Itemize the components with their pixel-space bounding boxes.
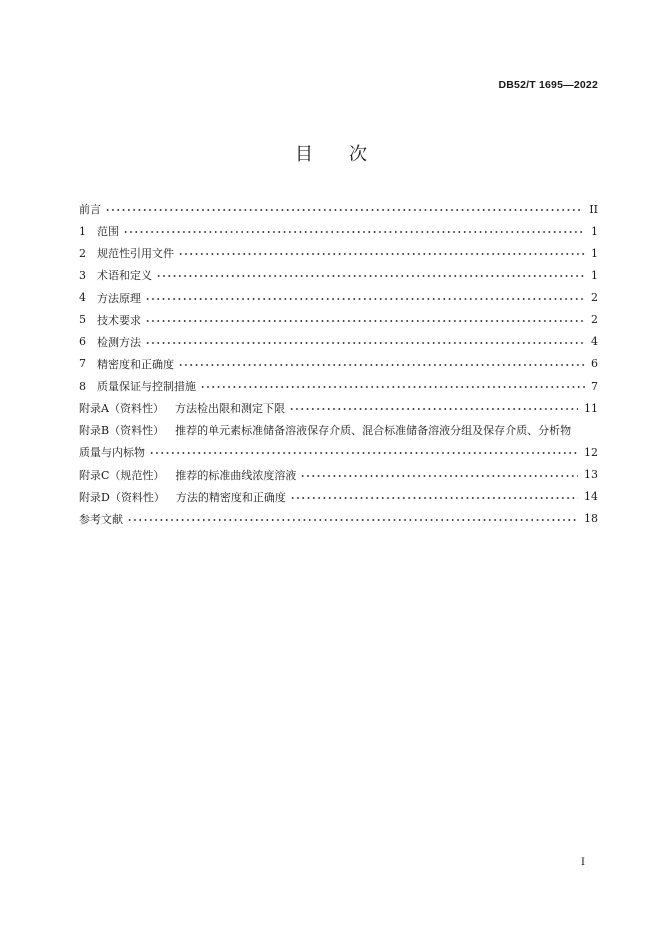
toc-entry[interactable] [79, 486, 598, 508]
document-code: DB52/T 1695—2022 [498, 79, 598, 91]
toc-entry-title: 规范性引用文件 [97, 247, 174, 261]
toc-entry[interactable] [79, 198, 598, 220]
toc-entry-title: 术语和定义 [97, 269, 152, 283]
toc-entry-title: 方法检出限和测定下限 [174, 402, 285, 416]
toc-entry-page: 11 [584, 401, 598, 415]
toc-entry-number: 附录C（规范性） [79, 468, 165, 482]
page-title: 目 次 [295, 144, 367, 165]
toc-entry-number: 5 [79, 313, 86, 327]
toc-entry-page: 2 [591, 313, 598, 327]
toc-entry[interactable] [79, 309, 598, 331]
toc-entry[interactable] [79, 220, 598, 242]
toc-entry-title: 精密度和正确度 [97, 357, 174, 371]
toc-dot-leader [156, 273, 585, 279]
toc-entry[interactable] [79, 264, 598, 286]
toc-entry-page: 18 [584, 512, 598, 526]
toc-entry[interactable] [79, 242, 598, 264]
toc-entry-title-continuation: 质量与内标物 [79, 446, 145, 460]
toc-entry-page: 6 [591, 357, 598, 371]
toc-dot-leader [123, 229, 585, 235]
toc-entry-page: 1 [591, 224, 598, 238]
toc-entry-title: 范围 [97, 225, 119, 239]
toc-entry-number: 2 [79, 246, 86, 260]
toc-entry-page: 2 [591, 291, 598, 305]
toc-entry-number: 1 [79, 224, 86, 238]
toc-entry-continuation[interactable] [79, 441, 598, 463]
toc-entry[interactable] [79, 397, 598, 419]
toc-entry-number: 附录A（资料性） [79, 402, 164, 416]
toc-entry[interactable] [79, 353, 598, 375]
toc-dot-leader [105, 207, 583, 213]
toc-entry-title: 前言 [79, 203, 101, 217]
toc-entry-page: 12 [584, 445, 598, 459]
toc-entry[interactable] [79, 508, 598, 530]
toc-entry-title: 技术要求 [97, 313, 141, 327]
toc-entry-number: 附录B（资料性） [79, 424, 165, 438]
toc-entry-number: 7 [79, 357, 86, 371]
toc-entry-page: 14 [584, 490, 598, 504]
toc-entry-page: 1 [591, 246, 598, 260]
toc-entry-title: 推荐的标准曲线浓度溶液 [175, 468, 297, 482]
toc-entry[interactable] [79, 375, 598, 397]
toc-entry-number: 8 [79, 379, 86, 393]
toc-entry-title: 参考文献 [79, 512, 123, 526]
toc-dot-leader [149, 450, 578, 456]
toc-entry-title: 质量保证与控制措施 [97, 380, 196, 394]
toc-dot-leader [145, 318, 585, 324]
toc-entry[interactable] [79, 419, 598, 441]
toc-entry-page: 7 [591, 379, 598, 393]
toc-dot-leader [289, 406, 578, 412]
toc-dot-leader [178, 251, 585, 257]
toc-dot-leader [290, 495, 578, 501]
toc-entry-page: 1 [591, 268, 598, 282]
toc-dot-leader [200, 384, 585, 390]
table-of-contents [79, 198, 598, 530]
toc-entry[interactable] [79, 331, 598, 353]
toc-dot-leader [145, 296, 585, 302]
toc-entry-number: 附录D（资料性） [79, 490, 165, 504]
toc-dot-leader [127, 517, 578, 523]
toc-entry-page: 4 [591, 335, 598, 349]
toc-entry-title: 方法原理 [97, 291, 141, 305]
toc-entry-number: 3 [79, 268, 86, 282]
toc-entry-page: II [589, 202, 598, 216]
toc-entry[interactable] [79, 287, 598, 309]
toc-entry-title: 推荐的单元素标准储备溶液保存介质、混合标准储备溶液分组及保存介质、分析物 [175, 424, 572, 438]
toc-entry[interactable] [79, 464, 598, 486]
toc-entry-title: 方法的精密度和正确度 [175, 490, 286, 504]
toc-dot-leader [300, 473, 578, 479]
toc-entry-number: 6 [79, 335, 86, 349]
toc-entry-title: 检测方法 [97, 335, 141, 349]
toc-entry-number: 4 [79, 291, 86, 305]
toc-entry-page: 13 [584, 468, 598, 482]
toc-dot-leader [178, 362, 585, 368]
toc-dot-leader [145, 340, 585, 346]
page-number: I [581, 857, 585, 868]
